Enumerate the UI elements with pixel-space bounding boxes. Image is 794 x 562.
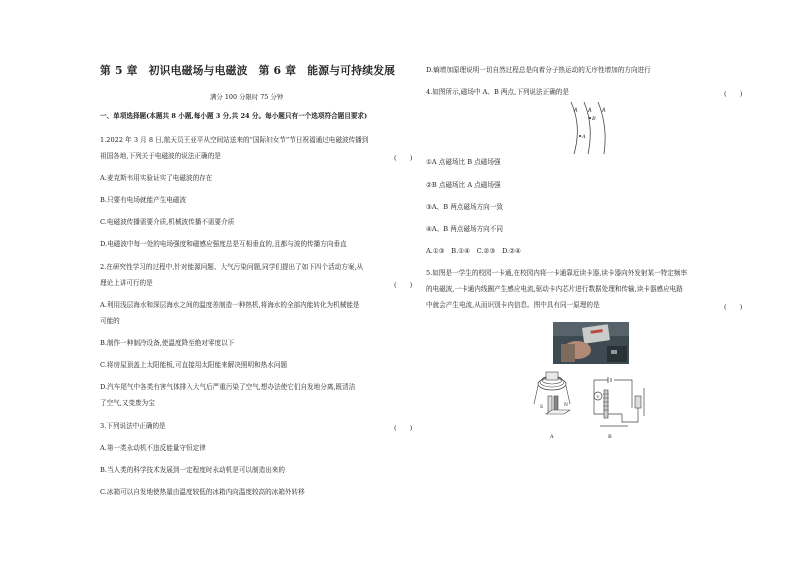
figure-b-label: B (608, 434, 612, 440)
figure-b-circuit (588, 368, 658, 440)
q5-stem-line2: 的电磁波,一卡通内线圈产生感应电流,驱动卡内芯片进行数据处理和传输,读卡器感应电路 (426, 285, 683, 293)
q1-option-d: D.电磁波中每一处的电场强度和磁感应强度总是互相垂直的,且都与波的传播方向垂直 (100, 240, 347, 248)
section-heading: 一、单项选择题(本题共 8 小题,每小题 3 分,共 24 分。每小题只有一个选项符合题目要求) (100, 112, 368, 120)
magnet-n-label: N (564, 403, 568, 408)
q4-stem: 4.如图所示,磁场中 A、B 两点,下列说法正确的是 (426, 88, 569, 96)
q3-option-b: B.当人类的科学技术发展到一定程度时永动机是可以制造出来的 (100, 466, 285, 474)
q4-option-4: ④A、B 两点磁场方向不同 (426, 225, 503, 233)
q2-stem-line1: 2.在研究性学习的过程中,针对能源问题、大气污染问题,同学们提出了如下四个活动方案,从 (100, 263, 364, 271)
q4-option-2: ②B 点磁场比 A 点磁场强 (426, 181, 501, 189)
figure-a-coil-magnet (530, 370, 586, 440)
q2-option-c: C.将房屋顶盖上太阳能板,可直接用太阳能来解决照明和热水问题 (100, 361, 288, 369)
q1-option-a: A.麦克斯韦用实验证实了电磁波的存在 (100, 174, 213, 182)
field-point-a-label: A (582, 134, 586, 140)
q2-option-a-line1: A.利用浅层海水和深层海水之间的温度差制造一种热机,将海水的全部内能转化为机械能是 (100, 301, 360, 309)
q4-option-1: ①A 点磁场比 B 点磁场强 (426, 158, 501, 166)
q1-stem-line1: 1.2022 年 3 月 8 日,航天员王亚平从空间站送来的“国际妇女节”节日祝福通过电磁波传播到 (100, 136, 369, 144)
q3-answer-blank: ( ) (394, 424, 413, 432)
q5-stem-line3: 中就会产生电流,从而识别卡内信息。图中具有同一原理的是 (426, 301, 600, 309)
q4-answer-blank: ( ) (724, 90, 743, 98)
q3-option-a: A.第一类永动机不违反能量守恒定律 (100, 444, 206, 452)
q2-option-d-line2: 了空气,又变废为宝 (100, 399, 155, 407)
q1-option-b: B.只要有电场就能产生电磁波 (100, 196, 187, 204)
q3-option-d: D.熵增加原理说明一切自然过程总是向着分子热运动的无序性增加的方向进行 (426, 66, 651, 74)
q5-answer-blank: ( ) (724, 303, 743, 311)
q4-option-3: ③A、B 两点磁场方向一致 (426, 203, 503, 211)
q2-option-d-line1: D.汽车尾气中各类有害气体排入大气后严重污染了空气,想办法使它们自发地分离,既清洁 (100, 383, 356, 391)
figure-a-label: A (550, 434, 554, 440)
q4-choices: A.①③ B.①④ C.②③ D.②④ (426, 247, 521, 255)
q3-stem: 3.下列说法中正确的是 (100, 422, 166, 430)
q1-option-c: C.电磁波传播需要介质,机械波传播不需要介质 (100, 218, 235, 226)
q2-option-a-line2: 可能的 (100, 317, 120, 325)
q5-stem-line1: 5.如图是一学生的校园一卡通,在校园内将一卡通靠近读卡器,读卡器向外发射某一特定频率 (426, 269, 688, 277)
q2-stem-line2: 理论上讲可行的是 (100, 279, 153, 287)
q1-stem-line2: 祖国各地,下列关于电磁波的说法正确的是 (100, 152, 221, 160)
q1-answer-blank: ( ) (394, 154, 413, 162)
page-subtitle: 满分 100 分限时 75 分钟 (210, 93, 284, 101)
q3-option-c: C.冰箱可以自发地使热量由温度较低的冰箱内向温度较高的冰箱外转移 (100, 488, 305, 496)
magnet-s-label: S (540, 405, 544, 410)
svg-text:V: V (596, 394, 600, 399)
q2-option-b: B.制作一种制冷设备,使温度降至绝对零度以下 (100, 339, 235, 347)
page-title: 第 5 章 初识电磁场与电磁波 第 6 章 能源与可持续发展 (100, 64, 396, 77)
q2-answer-blank: ( ) (394, 281, 413, 289)
campus-card-photo (553, 322, 629, 364)
field-point-b-label: B (592, 116, 596, 122)
magnetic-field-figure (566, 100, 616, 156)
